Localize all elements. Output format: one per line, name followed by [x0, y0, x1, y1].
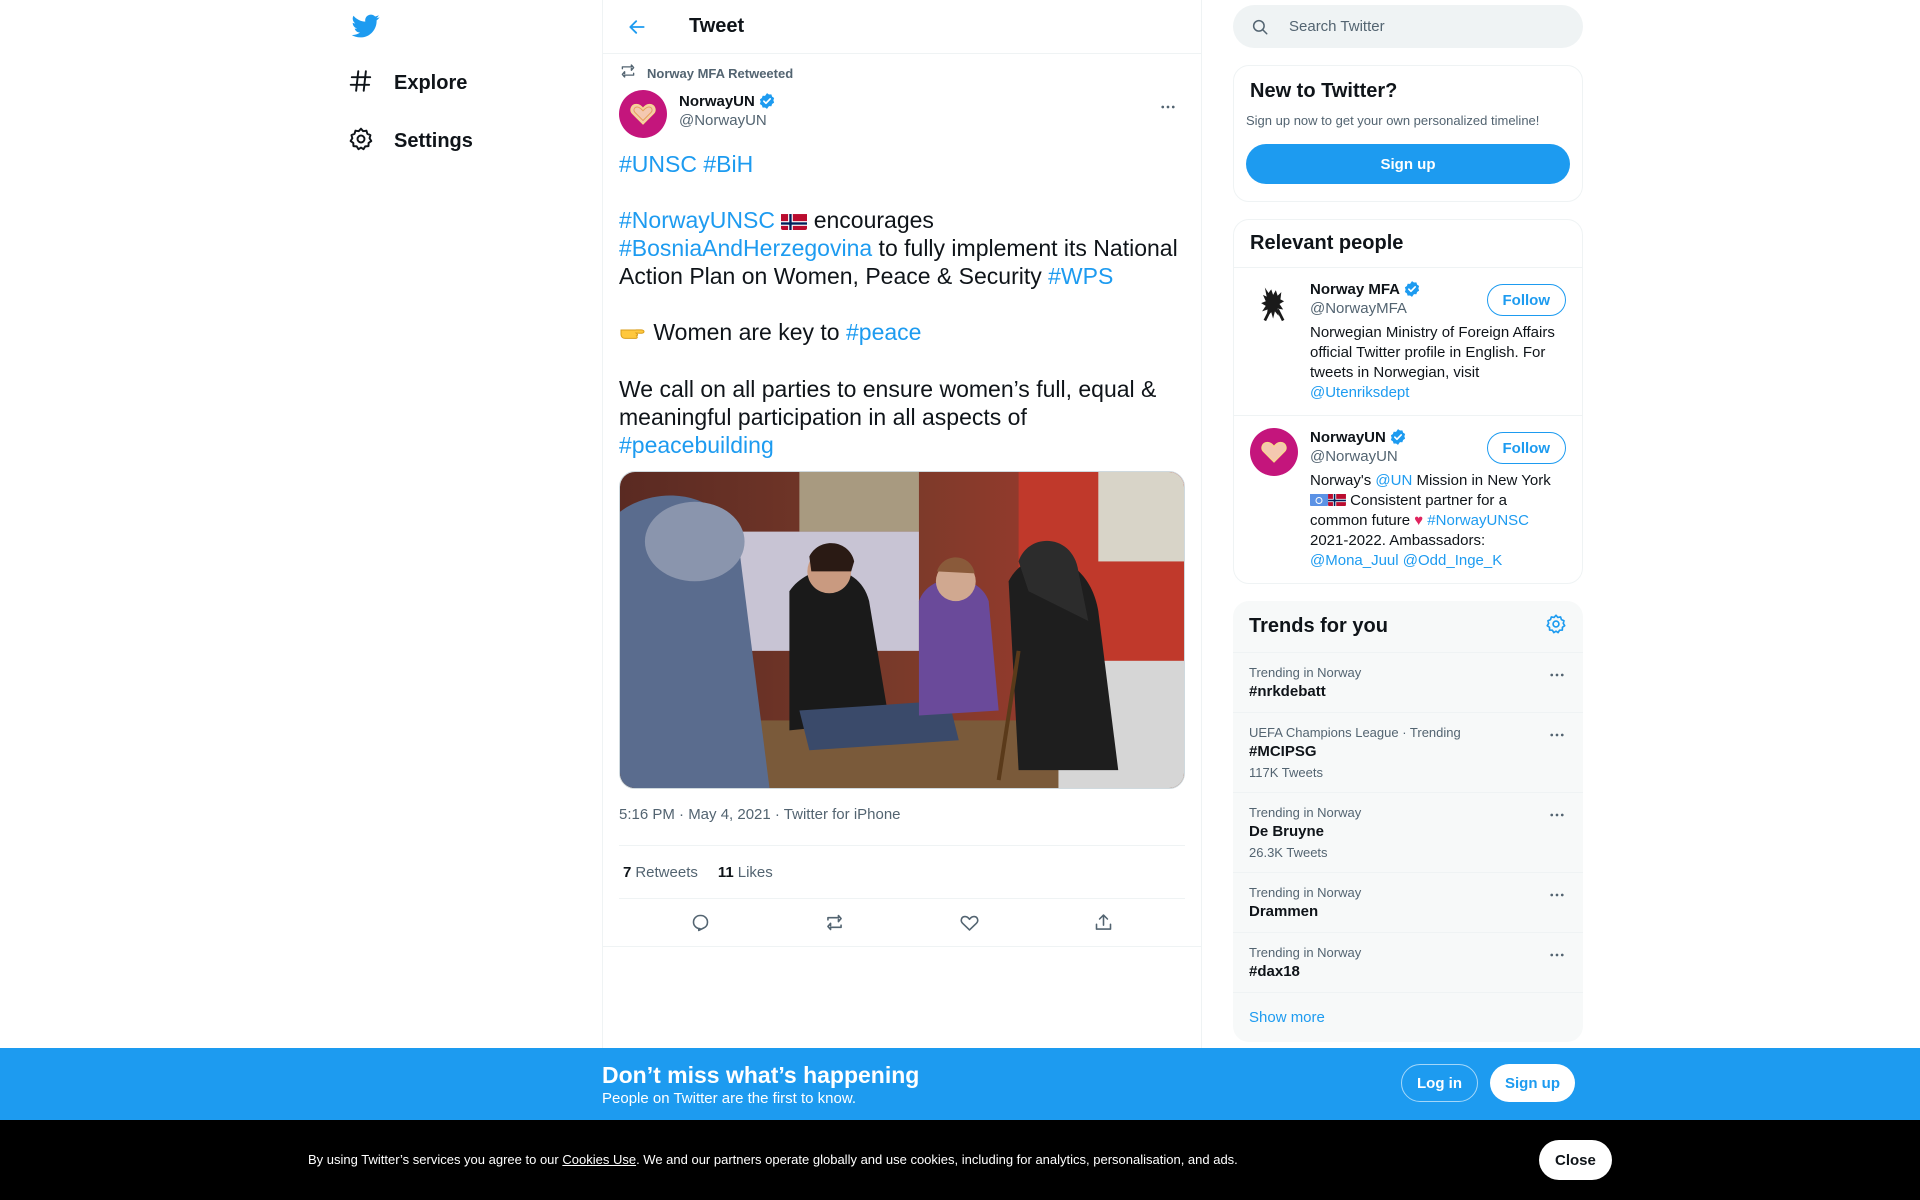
- tweet-text-segment: We call on all parties to ensure women’s full, equal & meaningful participation in all aspects of: [619, 376, 1157, 430]
- search-icon: [1251, 18, 1269, 36]
- person-norway-mfa[interactable]: [1234, 267, 1582, 415]
- nav-explore[interactable]: [336, 57, 479, 109]
- like-button[interactable]: [949, 903, 989, 943]
- signup-button[interactable]: Sign up: [1490, 1064, 1575, 1102]
- person-bio: [1310, 471, 1566, 571]
- norway-flag-icon: [781, 211, 807, 230]
- tweet-text: [619, 150, 1185, 459]
- new-to-twitter-subtitle: Sign up now to get your own personalized timeline!: [1246, 113, 1540, 128]
- cookie-banner: [0, 1120, 1920, 1200]
- tweet-text-segment: Women are key to: [647, 319, 846, 345]
- twitter-logo-icon[interactable]: [350, 12, 382, 40]
- more-horizontal-icon: [1548, 726, 1566, 744]
- trend-more-button[interactable]: [1545, 883, 1569, 907]
- trend-count: 26.3K Tweets: [1249, 845, 1328, 860]
- bio-mention-link[interactable]: @Utenriksdept: [1310, 384, 1410, 401]
- hashtag-link[interactable]: #NorwayUNSC: [619, 207, 775, 233]
- tweet-actions: [603, 899, 1201, 947]
- heart-emoji-icon: ♥: [1414, 512, 1424, 529]
- tweet-header: [603, 0, 1201, 54]
- arrow-left-icon: [627, 17, 647, 37]
- main-column: [602, 0, 1202, 1200]
- verified-badge-icon: [1403, 280, 1421, 298]
- trend-item[interactable]: [1233, 792, 1583, 872]
- trends-settings-button[interactable]: [1545, 613, 1567, 640]
- person-name-text: Norway MFA: [1310, 280, 1401, 298]
- more-horizontal-icon: [1548, 946, 1566, 964]
- author-name[interactable]: [679, 92, 776, 110]
- hashtag-link[interactable]: #UNSC: [619, 151, 697, 177]
- tweet-stats: [619, 846, 1185, 899]
- tweet-author: [619, 90, 1185, 138]
- cookie-text-segment: By using Twitter’s services you agree to our: [308, 1152, 563, 1167]
- pointing-hand-icon: [619, 319, 647, 347]
- hashtag-link[interactable]: #BosniaAndHerzegovina: [619, 235, 873, 261]
- tweet-timestamp[interactable]: 5:16 PM · May 4, 2021 · Twitter for iPhone: [619, 806, 1185, 846]
- heart-logo-icon: [1261, 440, 1287, 464]
- tweet-more-button[interactable]: [1151, 90, 1185, 124]
- signup-promo-banner: [0, 1048, 1920, 1120]
- bio-mention-link[interactable]: @Mona_Juul: [1310, 552, 1399, 569]
- retweet-context[interactable]: [619, 64, 1185, 82]
- bio-text: Consistent partner for a common future: [1310, 492, 1507, 529]
- bio-text: 2021-2022. Ambassadors:: [1310, 532, 1486, 549]
- reply-icon: [690, 912, 711, 933]
- gear-icon: [348, 126, 374, 157]
- hashtag-link[interactable]: #BiH: [703, 151, 754, 177]
- retweet-icon: [619, 62, 637, 85]
- trend-more-button[interactable]: [1545, 803, 1569, 827]
- promo-subtitle: People on Twitter are the first to know.: [602, 1090, 857, 1107]
- more-horizontal-icon: [1548, 806, 1566, 824]
- trend-item[interactable]: [1233, 932, 1583, 992]
- author-name-text: NorwayUN: [679, 92, 755, 110]
- share-button[interactable]: [1084, 903, 1124, 943]
- tweet: [603, 64, 1201, 947]
- retweet-icon: [824, 912, 845, 933]
- bio-mention-link[interactable]: @UN: [1375, 472, 1413, 489]
- bio-mention-link[interactable]: @Odd_Inge_K: [1402, 552, 1503, 569]
- trend-more-button[interactable]: [1545, 663, 1569, 687]
- bio-text: Norwegian Ministry of Foreign Affairs official Twitter profile in English. For tweets in Norwegian, visit: [1310, 324, 1555, 381]
- photo-image: [620, 472, 1184, 788]
- trend-context: Trending in Norway: [1249, 805, 1362, 820]
- reply-button[interactable]: [680, 903, 720, 943]
- hashtag-link[interactable]: #WPS: [1048, 263, 1114, 289]
- norway-flag-icon: [1328, 493, 1346, 506]
- trend-name: #dax18: [1249, 963, 1300, 980]
- share-icon: [1093, 912, 1114, 933]
- trend-context: UEFA Champions League · Trending: [1249, 725, 1461, 740]
- bio-text: Mission in New York: [1412, 472, 1551, 489]
- promo-title: Don’t miss what’s happening: [602, 1062, 920, 1088]
- person-avatar[interactable]: [1250, 428, 1298, 476]
- nav-explore-label: Explore: [394, 71, 468, 94]
- trend-more-button[interactable]: [1545, 723, 1569, 747]
- trends-card: [1233, 601, 1583, 1042]
- likes-label[interactable]: Likes: [737, 863, 773, 881]
- right-sidebar: [1233, 0, 1583, 1042]
- trend-context: Trending in Norway: [1249, 665, 1362, 680]
- trend-item[interactable]: [1233, 712, 1583, 792]
- cookie-close-button[interactable]: Close: [1539, 1140, 1612, 1180]
- page-title: Tweet: [689, 15, 745, 37]
- search-bar[interactable]: [1233, 5, 1583, 48]
- trends-show-more-link[interactable]: Show more: [1233, 992, 1583, 1042]
- bio-hashtag-link[interactable]: #NorwayUNSC: [1427, 512, 1529, 529]
- retweet-button[interactable]: [815, 903, 855, 943]
- hashtag-link[interactable]: #peace: [846, 319, 922, 345]
- gear-icon: [1545, 613, 1567, 635]
- trends-title: Trends for you: [1249, 615, 1388, 637]
- tweet-text-segment: to fully implement its National Action Plan on Women, Peace & Security: [619, 235, 1178, 289]
- verified-badge-icon: [758, 92, 776, 110]
- trend-item[interactable]: [1233, 872, 1583, 932]
- login-button[interactable]: Log in: [1401, 1064, 1478, 1102]
- more-horizontal-icon: [1548, 886, 1566, 904]
- verified-badge-icon: [1389, 428, 1407, 446]
- trend-context: Trending in Norway: [1249, 945, 1362, 960]
- retweets-label[interactable]: Retweets: [635, 863, 698, 881]
- trend-name: Drammen: [1249, 903, 1319, 920]
- follow-button[interactable]: Follow: [1487, 432, 1567, 464]
- relevant-people-title: Relevant people: [1250, 232, 1404, 254]
- person-avatar[interactable]: [1250, 280, 1298, 328]
- cookies-use-link[interactable]: Cookies Use: [562, 1152, 637, 1167]
- search-input[interactable]: [1289, 18, 1549, 35]
- heart-logo-icon: [630, 102, 656, 126]
- person-norwayun[interactable]: [1234, 415, 1582, 583]
- person-name-text: NorwayUN: [1310, 428, 1386, 446]
- sidebar-signup-button[interactable]: Sign up: [1246, 144, 1570, 184]
- person-bio: [1310, 323, 1566, 403]
- cookie-text: [308, 1152, 1238, 1167]
- hashtag-link[interactable]: #peacebuilding: [619, 432, 774, 458]
- trend-more-button[interactable]: [1545, 943, 1569, 967]
- trend-count: 117K Tweets: [1249, 765, 1323, 780]
- hashtag-icon: [348, 68, 374, 99]
- tweet-text-segment: encourages: [807, 207, 934, 233]
- new-to-twitter-title: New to Twitter?: [1250, 80, 1398, 102]
- person-handle: @NorwayUN: [1310, 448, 1398, 465]
- author-avatar[interactable]: [619, 90, 667, 138]
- retweets-count[interactable]: 7: [623, 863, 632, 881]
- cookie-text-segment: . We and our partners operate globally and use cookies, including for analytics, personalisation, and ads.: [636, 1152, 1238, 1167]
- bio-text: Norway's: [1310, 472, 1376, 489]
- author-handle[interactable]: @NorwayUN: [679, 112, 767, 129]
- lion-crest-icon: [1252, 282, 1296, 326]
- new-to-twitter-card: [1233, 65, 1583, 202]
- more-horizontal-icon: [1159, 98, 1177, 116]
- trend-item[interactable]: [1233, 652, 1583, 712]
- trend-context: Trending in Norway: [1249, 885, 1362, 900]
- retweeted-by-label: Norway MFA Retweeted: [647, 65, 794, 81]
- tweet-photo[interactable]: [619, 471, 1185, 789]
- likes-count[interactable]: 11: [717, 863, 734, 881]
- trend-name: De Bruyne: [1249, 823, 1325, 840]
- relevant-people-card: [1233, 219, 1583, 584]
- nav-settings-label: Settings: [394, 129, 473, 152]
- nav-settings[interactable]: [336, 115, 485, 167]
- trend-name: #MCIPSG: [1249, 743, 1317, 760]
- follow-button[interactable]: Follow: [1487, 284, 1567, 316]
- person-handle: @NorwayMFA: [1310, 300, 1407, 317]
- trend-name: #nrkdebatt: [1249, 683, 1326, 700]
- un-flag-icon: [1310, 493, 1328, 506]
- back-button[interactable]: [619, 9, 655, 45]
- heart-icon: [959, 912, 980, 933]
- more-horizontal-icon: [1548, 666, 1566, 684]
